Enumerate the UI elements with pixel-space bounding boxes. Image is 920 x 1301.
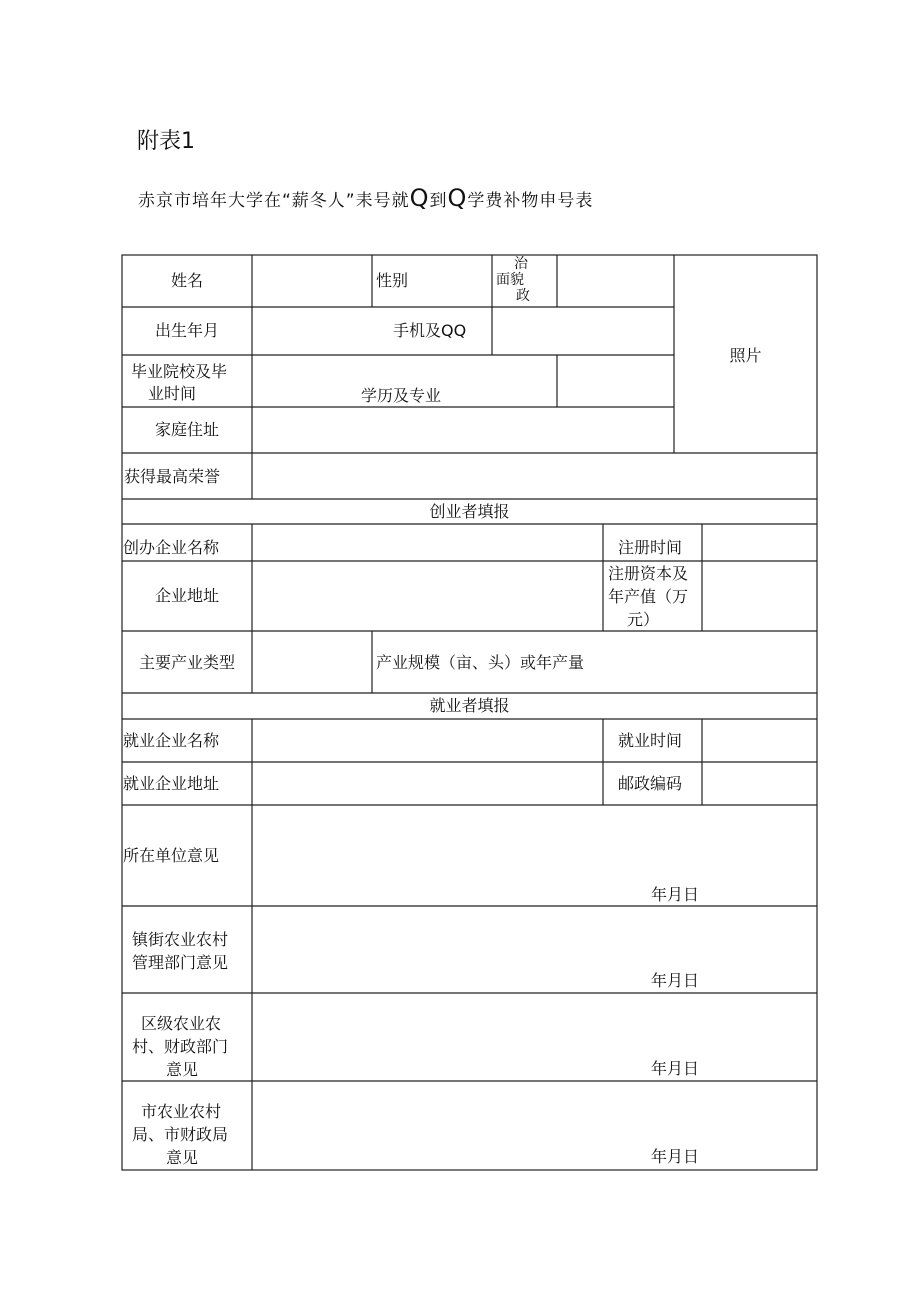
title-part2: 到 [429, 191, 448, 211]
label-district-line2: 村、财政部门 [132, 1037, 229, 1056]
label-capital-line1: 注册资本及 [608, 564, 689, 583]
label-gender: 性别 [376, 271, 409, 290]
label-employer-address: 就业企业地址 [123, 774, 220, 793]
label-honor: 获得最高荣誉 [124, 467, 221, 486]
label-photo: 照片 [729, 346, 762, 365]
label-capital-line3: 元） [627, 610, 660, 629]
title-q1: Q [409, 184, 430, 212]
label-district-line3: 意见 [166, 1060, 199, 1079]
title-part1: 赤京市培年大学在“薪冬人”耒号就 [138, 191, 410, 211]
label-birth: 出生年月 [154, 321, 219, 340]
section-employee: 就业者填报 [429, 696, 510, 715]
date-unit: 年月日 [651, 885, 700, 904]
label-town-line1: 镇街农业农村 [132, 930, 229, 949]
label-city-line1: 市农业农村 [141, 1102, 222, 1121]
label-degree-major: 学历及专业 [361, 386, 442, 405]
label-register-time: 注册时间 [618, 538, 683, 557]
label-political-line2: 面貌 [496, 272, 524, 288]
label-industry-type: 主要产业类型 [138, 653, 235, 672]
label-political-line3: 政 [516, 288, 530, 304]
label-political-line1: 治 [514, 256, 528, 272]
label-town-line2: 管理部门意见 [132, 953, 229, 972]
label-city-line3: 意见 [166, 1148, 199, 1167]
label-district-line1: 区级农业农 [141, 1014, 222, 1033]
label-employ-time: 就业时间 [618, 731, 683, 750]
label-employer-name: 就业企业名称 [123, 731, 220, 750]
label-city-line2: 局、市财政局 [132, 1125, 229, 1144]
date-town: 年月日 [651, 971, 700, 990]
label-company-name: 创办企业名称 [123, 538, 220, 557]
label-industry-scale: 产业规模（亩、头）或年产量 [376, 653, 585, 672]
label-phone-qq: 手机及QQ [393, 321, 467, 340]
label-school-line2: 业时间 [148, 384, 197, 403]
page-label: 附表1 [137, 129, 195, 154]
date-city: 年月日 [651, 1147, 700, 1166]
title-part3: 学费补物申号表 [467, 191, 594, 211]
label-name: 姓名 [170, 271, 203, 290]
label-capital-line2: 年产值（万 [608, 587, 689, 606]
date-district: 年月日 [651, 1059, 700, 1078]
title-q2: Q [447, 184, 468, 212]
label-home-address: 家庭住址 [154, 420, 219, 439]
label-company-address: 企业地址 [154, 586, 219, 605]
label-school-line1: 毕业院校及毕 [131, 362, 228, 381]
label-unit-opinion: 所在单位意见 [123, 846, 220, 865]
section-entrepreneur: 创业者填报 [429, 502, 510, 521]
label-postcode: 邮政编码 [618, 774, 683, 793]
